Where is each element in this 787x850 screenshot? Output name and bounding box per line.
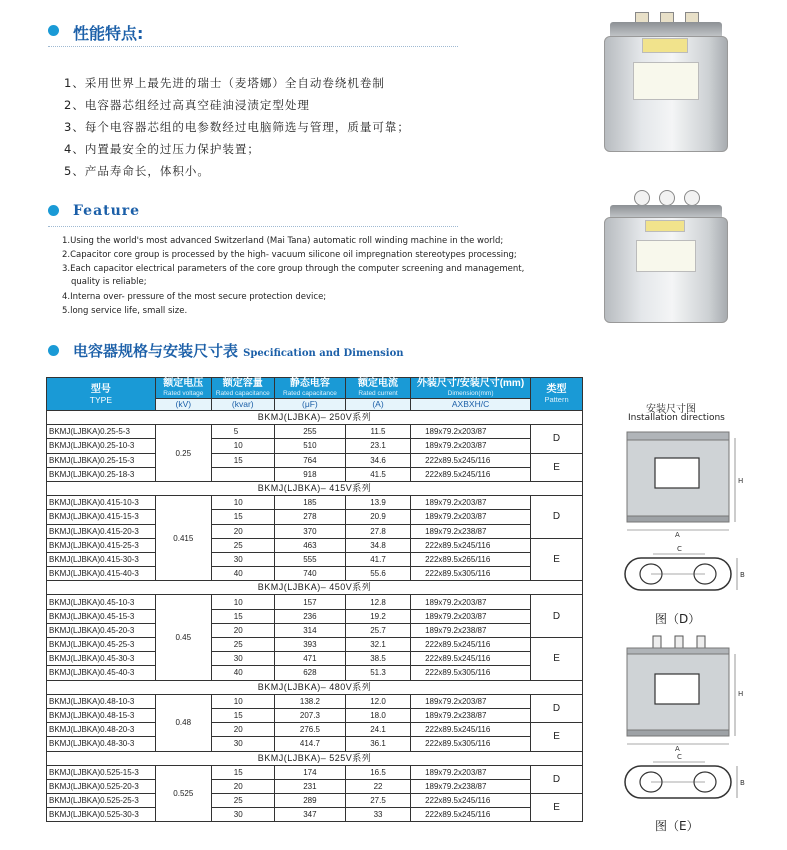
model-cell: BKMJ(LJBKA)0.25-5-3 — [47, 425, 156, 439]
series-row — [47, 411, 583, 425]
capacity-cell — [211, 467, 274, 481]
capacity-cell: 15 — [211, 708, 274, 722]
dimension-cell: 222x89.5x245/116 — [411, 638, 531, 652]
dimension-cell: 222x89.5x245/116 — [411, 723, 531, 737]
pattern-cell: D — [531, 694, 583, 722]
static-cap-cell: 628 — [274, 666, 345, 680]
current-cell: 34.8 — [345, 538, 410, 552]
table-unit-row: (kV) (kvar) (μF) (A) AXBXH/C — [47, 399, 583, 411]
capacity-cell: 25 — [211, 638, 274, 652]
table-row — [47, 623, 583, 637]
voltage-cell: 0.415 — [155, 496, 211, 581]
feature-cn-item: 5、产品寿命长，体积小。 — [64, 164, 210, 178]
current-cell: 22 — [345, 779, 410, 793]
capacity-cell: 20 — [211, 623, 274, 637]
capacity-cell: 30 — [211, 808, 274, 822]
static-cap-cell: 138.2 — [274, 694, 345, 708]
series-label: BKMJ(LJBKA)– 480V系列 — [47, 680, 583, 694]
current-cell: 32.1 — [345, 638, 410, 652]
divider — [48, 226, 458, 227]
voltage-cell: 0.48 — [155, 694, 211, 751]
current-cell: 33 — [345, 808, 410, 822]
current-cell: 38.5 — [345, 652, 410, 666]
dimension-cell: 222x89.5x305/116 — [411, 567, 531, 581]
static-cap-cell: 231 — [274, 779, 345, 793]
install-title-en: Installation directions — [628, 413, 725, 423]
svg-text:A: A — [675, 531, 680, 539]
dimension-cell: 222x89.5x245/116 — [411, 453, 531, 467]
col-dimension: 外装尺寸/安装尺寸(mm) Dimension(mm) — [411, 378, 531, 399]
capacity-cell: 25 — [211, 794, 274, 808]
current-cell: 19.2 — [345, 609, 410, 623]
table-row — [47, 538, 583, 552]
svg-text:B: B — [740, 571, 745, 579]
table-row — [47, 496, 583, 510]
model-cell: BKMJ(LJBKA)0.45-30-3 — [47, 652, 156, 666]
table-row — [47, 467, 583, 481]
static-cap-cell: 414.7 — [274, 737, 345, 751]
series-label: BKMJ(LJBKA)– 415V系列 — [47, 481, 583, 495]
svg-text:图（D）: 图（D） — [655, 612, 701, 626]
table-row — [47, 552, 583, 566]
pattern-cell: D — [531, 496, 583, 539]
svg-text:B: B — [740, 779, 745, 787]
features-en-title: Feature — [73, 203, 141, 219]
feature-en-item: 2.Capacitor core group is processed by the high- vacuum silicone oil impregnation stereotypes processing; — [62, 250, 517, 260]
current-cell: 27.5 — [345, 794, 410, 808]
model-cell: BKMJ(LJBKA)0.25-18-3 — [47, 467, 156, 481]
static-cap-cell: 157 — [274, 595, 345, 609]
model-cell: BKMJ(LJBKA)0.525-15-3 — [47, 765, 156, 779]
svg-text:图（E）: 图（E） — [655, 819, 699, 833]
table-header-row — [47, 378, 583, 399]
model-cell: BKMJ(LJBKA)0.525-30-3 — [47, 808, 156, 822]
table-row — [47, 794, 583, 808]
dimension-cell: 189x79.2x203/87 — [411, 595, 531, 609]
capacity-cell: 10 — [211, 595, 274, 609]
table-row — [47, 723, 583, 737]
capacity-cell: 15 — [211, 453, 274, 467]
current-cell: 16.5 — [345, 765, 410, 779]
table-row — [47, 652, 583, 666]
dimension-cell: 189x79.2x238/87 — [411, 779, 531, 793]
dimension-cell: 189x79.2x238/87 — [411, 524, 531, 538]
section-bullet — [48, 25, 59, 36]
capacity-cell: 30 — [211, 552, 274, 566]
svg-text:C: C — [677, 753, 682, 761]
static-cap-cell: 918 — [274, 467, 345, 481]
dimension-cell: 222x89.5x305/116 — [411, 737, 531, 751]
install-diagram-d — [605, 428, 755, 628]
static-cap-cell: 393 — [274, 638, 345, 652]
spec-title — [73, 340, 404, 361]
install-diagram-e — [605, 632, 755, 837]
dimension-cell: 189x79.2x238/87 — [411, 708, 531, 722]
dimension-cell: 222x89.5x265/116 — [411, 552, 531, 566]
capacity-cell: 25 — [211, 538, 274, 552]
current-cell: 18.0 — [345, 708, 410, 722]
capacity-cell: 10 — [211, 694, 274, 708]
spec-table — [46, 377, 583, 822]
model-cell: BKMJ(LJBKA)0.45-20-3 — [47, 623, 156, 637]
static-cap-cell: 764 — [274, 453, 345, 467]
current-cell: 12.0 — [345, 694, 410, 708]
voltage-cell: 0.25 — [155, 425, 211, 482]
current-cell: 41.5 — [345, 467, 410, 481]
model-cell: BKMJ(LJBKA)0.48-20-3 — [47, 723, 156, 737]
table-row — [47, 808, 583, 822]
table-row — [47, 425, 583, 439]
voltage-cell: 0.525 — [155, 765, 211, 822]
model-cell: BKMJ(LJBKA)0.525-25-3 — [47, 794, 156, 808]
feature-cn-item: 2、电容器芯组经过高真空硅油浸渍定型处理 — [64, 98, 310, 112]
capacity-cell: 30 — [211, 652, 274, 666]
col-type: 型号 TYPE — [47, 378, 156, 411]
model-cell: BKMJ(LJBKA)0.525-20-3 — [47, 779, 156, 793]
feature-en-item: quality is reliable; — [71, 277, 147, 287]
section-bullet — [48, 345, 59, 356]
table-row — [47, 567, 583, 581]
static-cap-cell: 278 — [274, 510, 345, 524]
pattern-cell: D — [531, 765, 583, 793]
dimension-cell: 189x79.2x203/87 — [411, 694, 531, 708]
current-cell: 51.3 — [345, 666, 410, 680]
capacity-cell: 20 — [211, 723, 274, 737]
pattern-cell: E — [531, 723, 583, 751]
table-row — [47, 609, 583, 623]
static-cap-cell: 314 — [274, 623, 345, 637]
pattern-cell: E — [531, 453, 583, 481]
capacity-cell: 10 — [211, 439, 274, 453]
dimension-cell: 222x89.5x245/116 — [411, 652, 531, 666]
feature-en-item: 5.long service life, small size. — [62, 306, 188, 316]
static-cap-cell: 510 — [274, 439, 345, 453]
static-cap-cell: 347 — [274, 808, 345, 822]
static-cap-cell: 236 — [274, 609, 345, 623]
dimension-cell: 222x89.5x245/116 — [411, 794, 531, 808]
spec-title-en: Specification and Dimension — [243, 348, 404, 359]
current-cell: 23.1 — [345, 439, 410, 453]
table-row — [47, 737, 583, 751]
feature-en-item: 3.Each capacitor electrical parameters of the core group through the computer screening and management, — [62, 264, 525, 274]
table-row — [47, 666, 583, 680]
capacity-cell: 40 — [211, 567, 274, 581]
table-row — [47, 595, 583, 609]
model-cell: BKMJ(LJBKA)0.25-15-3 — [47, 453, 156, 467]
static-cap-cell: 471 — [274, 652, 345, 666]
model-cell: BKMJ(LJBKA)0.415-15-3 — [47, 510, 156, 524]
model-cell: BKMJ(LJBKA)0.48-10-3 — [47, 694, 156, 708]
col-voltage: 额定电压 Rated voltage — [155, 378, 211, 399]
pattern-cell: D — [531, 425, 583, 453]
model-cell: BKMJ(LJBKA)0.415-40-3 — [47, 567, 156, 581]
pattern-cell: D — [531, 595, 583, 638]
section-bullet — [48, 205, 59, 216]
model-cell: BKMJ(LJBKA)0.48-30-3 — [47, 737, 156, 751]
capacity-cell: 20 — [211, 524, 274, 538]
static-cap-cell: 185 — [274, 496, 345, 510]
capacity-cell: 10 — [211, 496, 274, 510]
model-cell: BKMJ(LJBKA)0.45-15-3 — [47, 609, 156, 623]
current-cell: 36.1 — [345, 737, 410, 751]
static-cap-cell: 289 — [274, 794, 345, 808]
pattern-cell: E — [531, 794, 583, 822]
table-row — [47, 765, 583, 779]
dimension-cell: 222x89.5x245/116 — [411, 467, 531, 481]
static-cap-cell: 463 — [274, 538, 345, 552]
feature-cn-item: 1、采用世界上最先进的瑞士（麦塔娜）全自动卷绕机卷制 — [64, 76, 385, 90]
static-cap-cell: 255 — [274, 425, 345, 439]
model-cell: BKMJ(LJBKA)0.415-20-3 — [47, 524, 156, 538]
feature-cn-item: 4、内置最安全的过压力保护装置； — [64, 142, 260, 156]
static-cap-cell: 276.5 — [274, 723, 345, 737]
voltage-cell: 0.45 — [155, 595, 211, 680]
capacity-cell: 20 — [211, 779, 274, 793]
dimension-cell: 222x89.5x245/116 — [411, 808, 531, 822]
svg-text:C: C — [677, 545, 682, 553]
table-row — [47, 694, 583, 708]
dimension-cell: 189x79.2x203/87 — [411, 496, 531, 510]
capacity-cell: 15 — [211, 510, 274, 524]
table-row — [47, 708, 583, 722]
static-cap-cell: 370 — [274, 524, 345, 538]
current-cell: 41.7 — [345, 552, 410, 566]
current-cell: 20.9 — [345, 510, 410, 524]
series-row — [47, 680, 583, 694]
table-row — [47, 439, 583, 453]
feature-cn-item: 3、每个电容器芯组的电参数经过电脑筛选与管理，质量可靠； — [64, 120, 410, 134]
dimension-cell: 189x79.2x203/87 — [411, 765, 531, 779]
table-row — [47, 638, 583, 652]
series-row — [47, 751, 583, 765]
series-label: BKMJ(LJBKA)– 450V系列 — [47, 581, 583, 595]
dimension-cell: 189x79.2x203/87 — [411, 439, 531, 453]
table-row — [47, 453, 583, 467]
current-cell: 12.8 — [345, 595, 410, 609]
svg-text:A: A — [675, 745, 680, 753]
col-pattern: 类型 Pattern — [531, 378, 583, 411]
model-cell: BKMJ(LJBKA)0.25-10-3 — [47, 439, 156, 453]
dimension-cell: 189x79.2x238/87 — [411, 623, 531, 637]
capacity-cell: 15 — [211, 609, 274, 623]
series-row — [47, 481, 583, 495]
series-label: BKMJ(LJBKA)– 525V系列 — [47, 751, 583, 765]
model-cell: BKMJ(LJBKA)0.415-10-3 — [47, 496, 156, 510]
table-row — [47, 779, 583, 793]
capacity-cell: 15 — [211, 765, 274, 779]
current-cell: 27.8 — [345, 524, 410, 538]
model-cell: BKMJ(LJBKA)0.45-10-3 — [47, 595, 156, 609]
feature-en-item: 1.Using the world's most advanced Switzerland (Mai Tana) automatic roll winding machine in the world; — [62, 236, 504, 246]
col-current: 额定电流 Rated current — [345, 378, 410, 399]
divider — [48, 46, 458, 47]
static-cap-cell: 555 — [274, 552, 345, 566]
spec-table-body — [47, 411, 583, 822]
model-cell: BKMJ(LJBKA)0.415-25-3 — [47, 538, 156, 552]
static-cap-cell: 207.3 — [274, 708, 345, 722]
svg-text:H: H — [738, 690, 744, 698]
dimension-cell: 222x89.5x305/116 — [411, 666, 531, 680]
model-cell: BKMJ(LJBKA)0.45-40-3 — [47, 666, 156, 680]
current-cell: 13.9 — [345, 496, 410, 510]
series-label: BKMJ(LJBKA)– 250V系列 — [47, 411, 583, 425]
capacity-cell: 40 — [211, 666, 274, 680]
current-cell: 11.5 — [345, 425, 410, 439]
model-cell: BKMJ(LJBKA)0.415-30-3 — [47, 552, 156, 566]
feature-en-item: 4.Interna over- pressure of the most secure protection device; — [62, 292, 327, 302]
svg-text:H: H — [738, 477, 744, 485]
table-row — [47, 510, 583, 524]
capacity-cell: 5 — [211, 425, 274, 439]
static-cap-cell: 740 — [274, 567, 345, 581]
dimension-cell: 189x79.2x203/87 — [411, 609, 531, 623]
series-row — [47, 581, 583, 595]
dimension-cell: 222x89.5x245/116 — [411, 538, 531, 552]
current-cell: 24.1 — [345, 723, 410, 737]
dimension-cell: 189x79.2x203/87 — [411, 425, 531, 439]
install-title-cn: 安装尺寸图 — [646, 404, 696, 415]
col-capacity: 额定容量 Rated capacitance — [211, 378, 274, 399]
pattern-cell: E — [531, 638, 583, 681]
col-static-cap: 静态电容 Rated capacitance — [274, 378, 345, 399]
model-cell: BKMJ(LJBKA)0.48-15-3 — [47, 708, 156, 722]
table-row — [47, 524, 583, 538]
pattern-cell: E — [531, 538, 583, 581]
static-cap-cell: 174 — [274, 765, 345, 779]
model-cell: BKMJ(LJBKA)0.45-25-3 — [47, 638, 156, 652]
spec-title-cn: 电容器规格与安装尺寸表 — [73, 342, 239, 360]
current-cell: 25.7 — [345, 623, 410, 637]
features-cn-title: 性能特点: — [73, 24, 144, 43]
current-cell: 55.6 — [345, 567, 410, 581]
capacity-cell: 30 — [211, 737, 274, 751]
dimension-cell: 189x79.2x203/87 — [411, 510, 531, 524]
current-cell: 34.6 — [345, 453, 410, 467]
